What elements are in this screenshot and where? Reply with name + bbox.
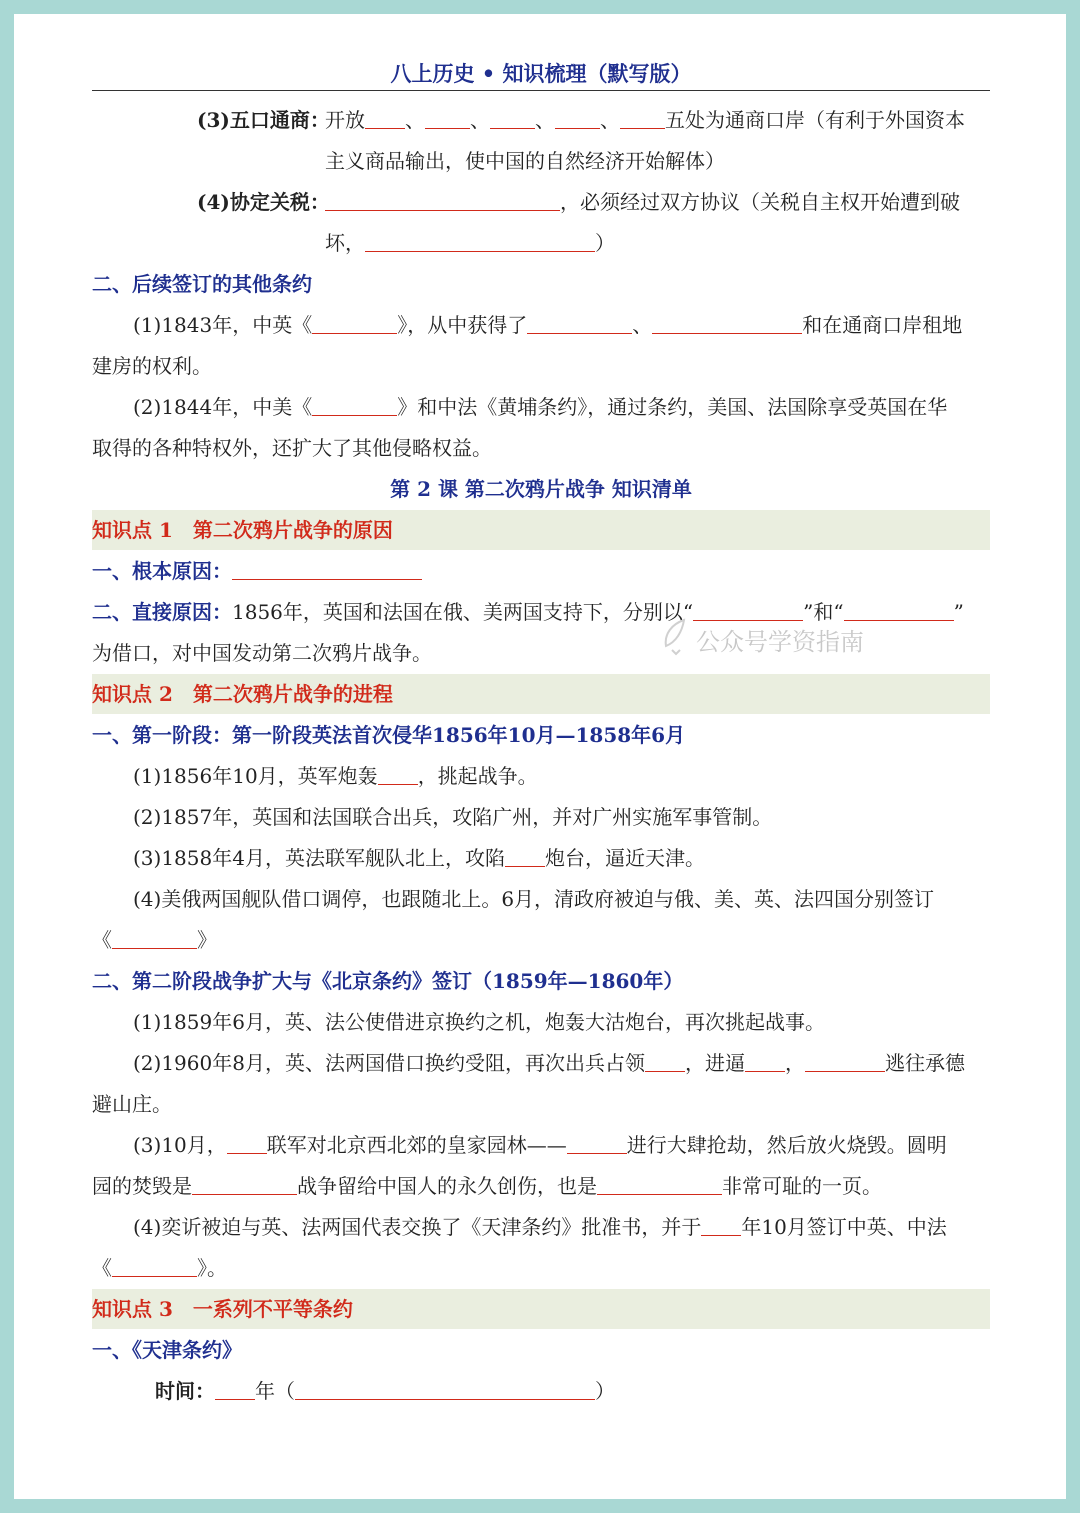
- blank[interactable]: [567, 1127, 627, 1154]
- text: (3)10月，: [133, 1133, 227, 1157]
- blank[interactable]: [227, 1127, 267, 1154]
- text: 》和中法《黄埔条约》，通过条约，美国、法国除享受英国在华: [397, 395, 948, 419]
- text: 进行大肆抢劫，然后放火烧毁。圆明: [626, 1133, 947, 1157]
- blank[interactable]: [652, 307, 802, 334]
- time-label: 时间：: [155, 1379, 215, 1403]
- blank[interactable]: [215, 1373, 255, 1400]
- p1844-line1: [92, 387, 990, 428]
- blank[interactable]: [232, 553, 422, 580]
- blank[interactable]: [693, 594, 803, 621]
- text: 《: [92, 1256, 112, 1280]
- blank[interactable]: [527, 307, 632, 334]
- tianjin-title: 一、《天津条约》: [92, 1338, 242, 1362]
- watermark: [664, 622, 864, 657]
- text: ）: [595, 231, 615, 255]
- text: (2)1844年，中美《: [133, 395, 313, 419]
- p1844-line2: 取得的各种特权外，还扩大了其他侵略权益。: [92, 436, 492, 460]
- stage1-line1: [92, 756, 990, 797]
- item3-line1: [92, 100, 990, 141]
- cause-fundamental: [92, 551, 990, 592]
- blank[interactable]: [325, 184, 560, 211]
- text: (1)1843年，中英《: [133, 313, 313, 337]
- text: ）: [595, 1379, 615, 1403]
- separator: 、: [600, 108, 620, 132]
- p1843-line2: 建房的权利。: [92, 354, 212, 378]
- separator: 、: [405, 108, 425, 132]
- blank[interactable]: [701, 1209, 741, 1236]
- knowledge-point-2: 知识点 2 第二次鸦片战争的进程: [92, 674, 990, 714]
- item4-label: (4)协定关税：: [197, 190, 330, 214]
- stage2-line7: [92, 1248, 990, 1289]
- blank[interactable]: [844, 594, 954, 621]
- stage1-line3: [92, 838, 990, 879]
- watermark-text: 公众号学资指南: [696, 628, 864, 656]
- stage1-line2: (2)1857年，英国和法国联合出兵，攻陷广州，并对广州实施军事管制。: [133, 805, 773, 829]
- blank[interactable]: [805, 1045, 885, 1072]
- text: 年10月签订中英、中法: [741, 1215, 947, 1239]
- item4-line2: [92, 223, 990, 264]
- blank[interactable]: [365, 225, 595, 252]
- text: 非常可耻的一页。: [722, 1174, 882, 1198]
- item3-label: (3)五口通商：: [197, 108, 330, 132]
- tianjin-time-line: [92, 1371, 990, 1412]
- text: 》，从中获得了: [397, 313, 528, 337]
- knowledge-point-1: 知识点 1 第二次鸦片战争的原因: [92, 510, 990, 550]
- item4-line1: [92, 182, 990, 223]
- text: (2)1960年8月，英、法两国借口换约受阻，再次出兵占领: [133, 1051, 645, 1075]
- separator: 、: [535, 108, 555, 132]
- page-header-title: 八上历史 • 知识梳理（默写版）: [390, 61, 692, 86]
- cause-direct-label: 二、直接原因：: [92, 600, 232, 624]
- stage2-line4: [92, 1125, 990, 1166]
- text: 》。: [197, 1256, 227, 1280]
- blank[interactable]: [490, 102, 535, 129]
- text: ，进逼: [684, 1051, 745, 1075]
- worksheet-page: [14, 14, 1066, 1499]
- text: 《: [92, 928, 112, 952]
- blank[interactable]: [620, 102, 665, 129]
- text: 开放: [325, 108, 365, 132]
- blank[interactable]: [112, 922, 197, 949]
- text: ，: [784, 1051, 805, 1075]
- text: (4)奕䜣被迫与英、法两国代表交换了《天津条约》批准书，并于: [133, 1215, 702, 1239]
- knowledge-point-3: 知识点 3 一系列不平等条约: [92, 1289, 990, 1329]
- cause-direct-line2: 为借口，对中国发动第二次鸦片战争。: [92, 641, 432, 665]
- blank[interactable]: [365, 102, 405, 129]
- text: (3)1858年4月，英法联军舰队北上，攻陷: [133, 846, 505, 870]
- cause-fundamental-label: 一、根本原因：: [92, 559, 232, 583]
- text: 和在通商口岸租地: [802, 313, 963, 337]
- text: 园的焚毁是: [92, 1174, 192, 1198]
- text: ，必须经过双方协议（关税自主权开始遭到破: [560, 190, 960, 214]
- separator: 、: [470, 108, 490, 132]
- stage2-line3: 避山庄。: [92, 1092, 172, 1116]
- text: ”: [953, 600, 964, 624]
- text: ”和“: [803, 600, 844, 624]
- blank[interactable]: [645, 1045, 685, 1072]
- stage2-line6: [92, 1207, 990, 1248]
- blank[interactable]: [555, 102, 600, 129]
- p1843-line1: [92, 305, 990, 346]
- item3-line2: [92, 141, 990, 182]
- text: 主义商品输出，使中国的自然经济开始解体）: [325, 149, 725, 173]
- text: 五处为通商口岸（有利于外国资本: [665, 108, 965, 132]
- blank[interactable]: [192, 1168, 297, 1195]
- stage2-line1: (1)1859年6月，英、法公使借进京换约之机，炮轰大沽炮台，再次挑起战事。: [133, 1010, 825, 1034]
- blank[interactable]: [378, 758, 418, 785]
- text: 战争留给中国人的永久创伤，也是: [297, 1174, 597, 1198]
- text: ，挑起战争。: [417, 764, 538, 788]
- stage2-title: 二、第二阶段战争扩大与《北京条约》签订（1859年—1860年）: [92, 969, 684, 993]
- text: 逃往承德: [884, 1051, 965, 1075]
- stage1-line5: [92, 920, 990, 961]
- text: 、: [632, 313, 653, 337]
- text: (1)1856年10月，英军炮轰: [133, 764, 378, 788]
- worksheet-content: [92, 100, 990, 1412]
- blank[interactable]: [425, 102, 470, 129]
- header-rule: [92, 90, 990, 91]
- watermark-leaf-icon: [662, 616, 688, 656]
- blank[interactable]: [505, 840, 545, 867]
- blank[interactable]: [312, 307, 397, 334]
- text: 炮台，逼近天津。: [544, 846, 705, 870]
- lesson2-title: 第 2 课 第二次鸦片战争 知识清单: [390, 477, 692, 501]
- text: 年（: [255, 1379, 295, 1403]
- stage1-title: 一、第一阶段：第一阶段英法首次侵华1856年10月—1858年6月: [92, 723, 686, 747]
- section-later-treaties: 二、后续签订的其他条约: [92, 272, 312, 296]
- stage2-line5: [92, 1166, 990, 1207]
- text: 1856年，英国和法国在俄、美两国支持下，分别以“: [232, 600, 694, 624]
- blank[interactable]: [112, 1250, 197, 1277]
- text: 坏，: [325, 231, 365, 255]
- stage1-line4: (4)美俄两国舰队借口调停，也跟随北上。6月，清政府被迫与俄、美、英、法四国分别签订: [133, 887, 935, 911]
- text: 》: [197, 928, 217, 952]
- text: 联军对北京西北郊的皇家园林——: [266, 1133, 567, 1157]
- blank[interactable]: [312, 389, 397, 416]
- blank[interactable]: [597, 1168, 722, 1195]
- stage2-line2: [92, 1043, 990, 1084]
- blank[interactable]: [745, 1045, 785, 1072]
- blank[interactable]: [295, 1373, 595, 1400]
